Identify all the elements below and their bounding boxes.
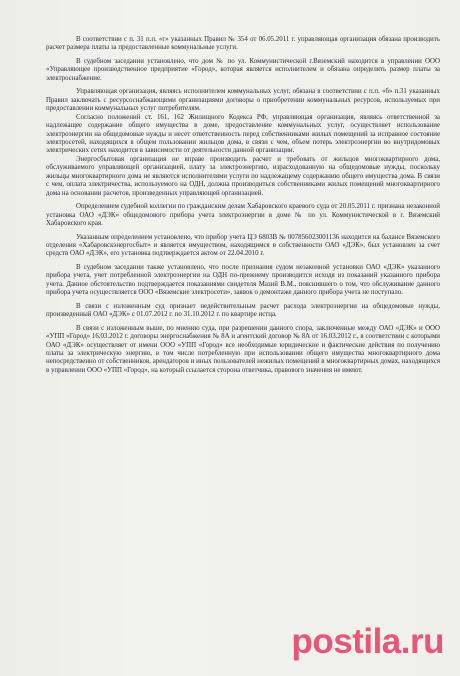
postila-watermark: postila.ru [291, 622, 444, 661]
paragraph-5: Энергосбытовая организация не вправе производить расчет и требовать от жильцов многоквартирного дома, обслуживаемого управляющей организацией, плату за электроэнергию, израсходованную на общедомовые нужды, поскольку жильцы многоквартирного дома не являются исполнителями услуги по надлежащему содержанию общего имущества дома. В связи с чем, оплата электричества, используемого на ОДН, должна производиться собственниками жилых помещений многоквартирного дома на основании расчетов, произведенных управляющей организацией. [46, 155, 440, 197]
paragraph-1: В соответствии с п. 31 п.п. «г» указанных Правил № 354 от 06.05.2011 г. управляющая организация обязана производить расчет размера платы за предоставленные коммунальные услуги. [46, 36, 440, 52]
paragraph-8: В судебном заседании также установлено, что после признания судом незаконной установки ОАО «ДЭК» указанного прибора учета, учет потребленной электроэнергии на ОДН по-прежнему производится исходя из показаний указанного прибора учета. Данное обстоятельство подтверждается показаниями свидетеля Мазий В.М., пояснившего о том, что обслуживание данного прибора учета осуществляется ООО «Вяземские электросети», заявок о демонтаже данного прибора учета не поступало. [46, 263, 440, 297]
paragraph-3: Управляющая организация, являясь исполнителем коммунальных услуг, обязана в соответствии с п.п. «б» п.31 указанных Правил заключать с ресурсоснабжающими организациями договоры о приобретении коммунальных ресурсов, используемых при предоставлении коммунальных услуг потребителям. [46, 88, 440, 113]
paragraph-10: В связи с изложенным выше, по мнению суда, при разрешении данного спора, заключенные между ОАО «ДЭК» и ООО «УПП «Город» 16.03.2012 г. договоры энергоснабжения № 8А и агентский договор № 8А от 16.03.2012 г., в соответствии с которыми ОАО «ДЭК» осуществляет от имени ООО «УПП «Город» все необходимые юридические и фактические действия по получению платы за электрическую энергию, в том числе потребленную при использовании общего имущества многоквартирного дома непосредственно от собственников, арендаторов и иных пользователей нежилых помещений в многоквартирных домах, находящихся в управлении ООО «УПП «Город», на который ссылается сторона ответчика, правового значения не имеют. [46, 324, 440, 374]
paragraph-7: Указанным определением установлено, что прибор учета ЦЭ 6803В № 007856023001136 находится на балансе Вяземского отделения «Хабаровскэнергосбыт» и является имуществом, находящимся в собственности ОАО «ДЭК», был установлен за счет средств ОАО «ДЭК», его установка подтверждается актом от 22.04.2010 г. [46, 233, 440, 258]
paragraph-9: В связи с изложенным суд признает недействительным расчет расхода электроэнергии на общедомовые нужды, произведенный ОАО «ДЭК» с 01.07.2012 г. по 31.10.2012 г. по квартире истца. [46, 302, 440, 319]
paragraph-2: В судебном заседании установлено, что дом № по ул. Коммунистической г.Вяземский находится в управлении ООО «Управляющее производственное предприятие «Город», которая является исполнителем и обязана определять размер платы за электроснабжение. [46, 57, 440, 82]
paragraph-6: Определением судебной коллегии по гражданским делам Хабаровского краевого суда от 20.05.2011 г. признана незаконной установка ОАО «ДЭК» общедомового прибора учета электроэнергии в доме № по ул. Коммунистической в г. Вяземский Хабаровского края. [46, 203, 440, 228]
paragraph-4: Согласно положений ст. 161, 162 Жилищного Кодекса РФ, управляющая организация, являясь ответственной за надлежащее содержание общего имущества в доме, предоставление коммунальных услуг, осуществляет использование электроэнергии на общедомовые нужды и несет ответственность перед собственниками жилых помещений за исправное состояние электросетей, находящихся в общем пользовании жильцов дома, в связи с чем, объем потерь электроэнергии во внутридомовых электрических сетях находится в зависимости от деятельности данной организации. [46, 113, 440, 155]
